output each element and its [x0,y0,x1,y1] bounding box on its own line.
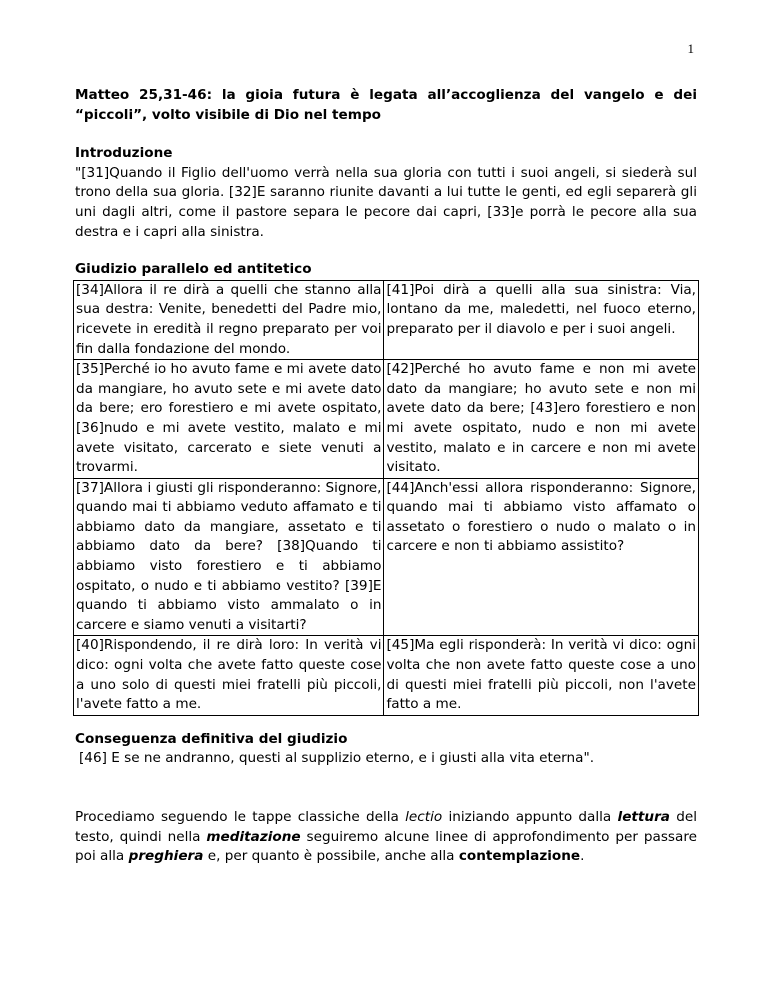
table-row [74,478,699,636]
consequence-section [75,730,697,769]
table-cell-left: [35]Perché io ho avuto fame e mi avete dato da mangiare, ho avuto sete e mi avete dato da bere; ero forestiero e mi avete ospitato, [36]nudo e mi avete vestito, malato e mi avete visitato, carcerato e siete venuti a trovarmi. [74,360,384,479]
lectio-text-6: . [580,848,585,865]
introduction-text: "[31]Quando il Figlio dell'uomo verrà nella sua gloria con tutti i suoi angeli, si siederà sul trono della sua gloria. [32]E saranno riunite davanti a lui tutte le genti, ed egli separerà gli uni dagli altri, come il pastore separa le pecore dai capri, [33]e porrà le pecore alla sua destra e i capri alla sinistra. [75,164,697,240]
consequence-heading: Conseguenza definitiva del giudizio [75,730,348,747]
lectio-text-1: Procediamo seguendo le tappe classiche della [75,809,406,825]
document-title: Matteo 25,31-46: la gioia futura è legata all’accoglienza del vangelo e dei “piccoli”, volto visibile di Dio nel tempo [75,87,697,123]
lectio-text-3: del testo, quindi nella [75,809,697,845]
lectio-paragraph [75,808,697,867]
lectio-text-2: iniziando appunto dalla [442,809,618,825]
lettura-word: lettura [617,809,670,825]
lectio-word: lectio [405,809,443,825]
consequence-text: [46] E se ne andranno, questi al supplizio eterno, e i giusti alla vita eterna". [79,750,595,767]
lectio-text-4: seguiremo alcune linee di approfondimento per passare poi alla [75,828,697,865]
lectio-text-5: e, per quanto è possibile, anche alla [203,848,459,865]
introduction-section [75,144,697,242]
contemplazione-word: contemplazione [458,848,581,865]
introduction-heading: Introduzione [75,145,173,162]
table-cell-right: [42]Perché ho avuto fame e non mi avete dato da mangiare; ho avuto sete e non mi avete dato da bere; [43]ero forestiero e non mi avete ospitato, nudo e non mi avete vestito, malato e in carcere e non mi avete visitato. [384,360,699,479]
table-cell-right: [45]Ma egli risponderà: In verità vi dico: ogni volta che non avete fatto queste cose a uno di questi miei fratelli più piccoli, non l'avete fatto a me. [384,636,699,715]
table-cell-left: [37]Allora i giusti gli risponderanno: Signore, quando mai ti abbiamo veduto affamato e ti abbiamo dato da mangiare, assetato e ti abbiamo dato da bere? [38]Quando ti abbiamo visto forestiero e ti abbiamo ospitato, o nudo e ti abbiamo vestito? [39]E quando ti abbiamo visto ammalato o in carcere e siamo venuti a visitarti? [74,478,384,636]
meditazione-word: meditazione [206,828,301,845]
table-row [74,360,699,479]
table-cell-right: [41]Poi dirà a quelli alla sua sinistra: Via, lontano da me, maledetti, nel fuoco eterno, preparato per il diavolo e per i suoi angeli. [384,280,699,359]
table-cell-left: [40]Rispondendo, il re dirà loro: In verità vi dico: ogni volta che avete fatto queste cose a uno solo di questi miei fratelli più piccoli, l'avete fatto a me. [74,636,384,715]
page-number: 1 [687,41,694,56]
table-row [74,636,699,715]
document-content [75,86,697,867]
parallel-heading: Giudizio parallelo ed antitetico [75,261,312,278]
table-cell-left: [34]Allora il re dirà a quelli che stanno alla sua destra: Venite, benedetti del Padre mio, ricevete in eredità il regno preparato per voi fin dalla fondazione del mondo. [74,280,384,359]
parallel-section [75,260,697,716]
table-row [74,280,699,359]
table-cell-right: [44]Anch'essi allora risponderanno: Signore, quando mai ti abbiamo visto affamato o assetato o forestiero o nudo o malato o in carcere e non ti abbiamo assistito? [384,478,699,636]
parallel-table [73,280,699,716]
preghiera-word: preghiera [128,848,204,865]
